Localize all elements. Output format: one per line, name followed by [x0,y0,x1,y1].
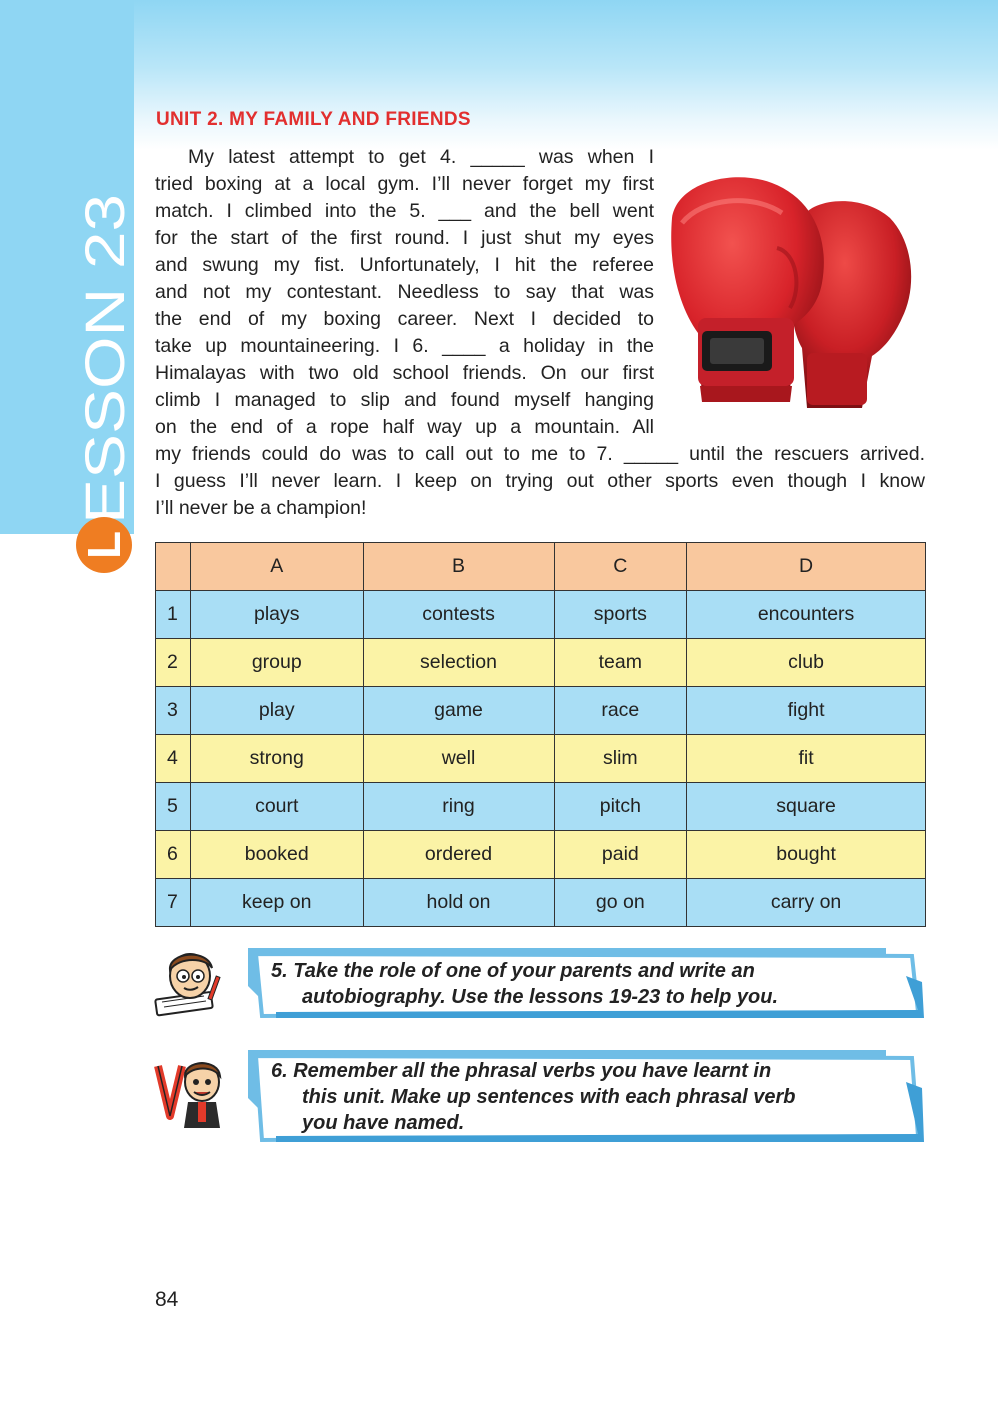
table-row [156,735,926,783]
table-row [156,591,926,639]
table-cell: bought [687,831,926,879]
table-header-cell: C [554,543,687,591]
table-cell: club [687,639,926,687]
table-cell: team [554,639,687,687]
story-paragraph-wrapped [155,144,654,441]
row-number: 5 [156,783,191,831]
table-cell: fight [687,687,926,735]
unit-title: UNIT 2. MY FAMILY AND FRIENDS [156,109,471,130]
table-row [156,783,926,831]
story-line: for the start of the first round. I just shut my eyes [155,227,654,249]
row-number: 6 [156,831,191,879]
row-number: 2 [156,639,191,687]
table-cell: play [191,687,364,735]
task-line: you have named. [302,1112,465,1134]
table-cell: fit [687,735,926,783]
task-6-box [246,1048,926,1144]
table-cell: paid [554,831,687,879]
table-cell: encounters [687,591,926,639]
page-number: 84 [155,1288,179,1311]
table-cell: game [363,687,554,735]
story-line: take up mountaineering. I 6. ____ a holiday in the [155,335,654,357]
table-cell: keep on [191,879,364,927]
table-row [156,639,926,687]
table-cell: group [191,639,364,687]
table-cell: strong [191,735,364,783]
task-line: autobiography. Use the lessons 19-23 to help you. [302,986,779,1008]
table-row [156,831,926,879]
answer-table [155,542,926,927]
table-cell: sports [554,591,687,639]
table-row [156,687,926,735]
glove-back-cuff [807,353,867,405]
row-number: 1 [156,591,191,639]
task-5-box [246,946,926,1020]
story-line: I’ll never be a champion! [155,497,367,519]
story-line: the end of my boxing career. Next I decided to [155,308,654,330]
lesson-label [68,190,138,530]
story-line: and not my contestant. Needless to say that was [155,281,654,303]
task-line: this unit. Make up sentences with each phrasal verb [302,1086,796,1108]
story-line: I guess I’ll never learn. I keep on trying out other sports even though I know [155,470,925,492]
table-header-cell: B [363,543,554,591]
story-line: and swung my fist. Unfortunately, I hit the referee [155,254,654,276]
story-line: on the end of a rope half way up a mountain. All [155,416,654,438]
table-cell: booked [191,831,364,879]
lesson-label-text: ESSON 23 [73,250,136,524]
task-5-text [271,958,921,1010]
table-cell: race [554,687,687,735]
vocabulary-boy-icon [152,1052,232,1132]
row-number: 7 [156,879,191,927]
table-cell: carry on [687,879,926,927]
story-line: my friends could do was to call out to me to 7. _____ until the rescuers arrived. [155,443,925,465]
lesson-badge-letter: L [78,530,130,560]
table-cell: square [687,783,926,831]
table-cell: ring [363,783,554,831]
task-line: 6. Remember all the phrasal verbs you have learnt in [271,1060,772,1082]
story-line: Himalayas with two old school friends. On our first [155,362,654,384]
row-number: 3 [156,687,191,735]
lesson-badge [76,517,132,573]
task-line: 5. Take the role of one of your parents and write an [271,960,755,982]
task-6-text [271,1058,921,1136]
story-line: match. I climbed into the 5. ___ and the bell went [155,200,654,222]
table-header-cell: D [687,543,926,591]
writing-boy-icon [152,946,232,1018]
table-cell: ordered [363,831,554,879]
table-cell: pitch [554,783,687,831]
table-header-cell [156,543,191,591]
row-number: 4 [156,735,191,783]
table-cell: plays [191,591,364,639]
story-paragraph-full [155,441,925,522]
table-cell: slim [554,735,687,783]
table-cell: go on [554,879,687,927]
story-line: My latest attempt to get 4. _____ was when I [188,146,654,168]
header-band [0,0,998,150]
boxing-gloves-image [662,158,922,420]
story-line: climb I managed to slip and found myself hanging [155,389,654,411]
table-header-cell: A [191,543,364,591]
story-line: tried boxing at a local gym. I’ll never forget my first [155,173,654,195]
table-row [156,879,926,927]
table-cell: well [363,735,554,783]
table-cell: hold on [363,879,554,927]
table-cell: selection [363,639,554,687]
table-cell: contests [363,591,554,639]
table-cell: court [191,783,364,831]
